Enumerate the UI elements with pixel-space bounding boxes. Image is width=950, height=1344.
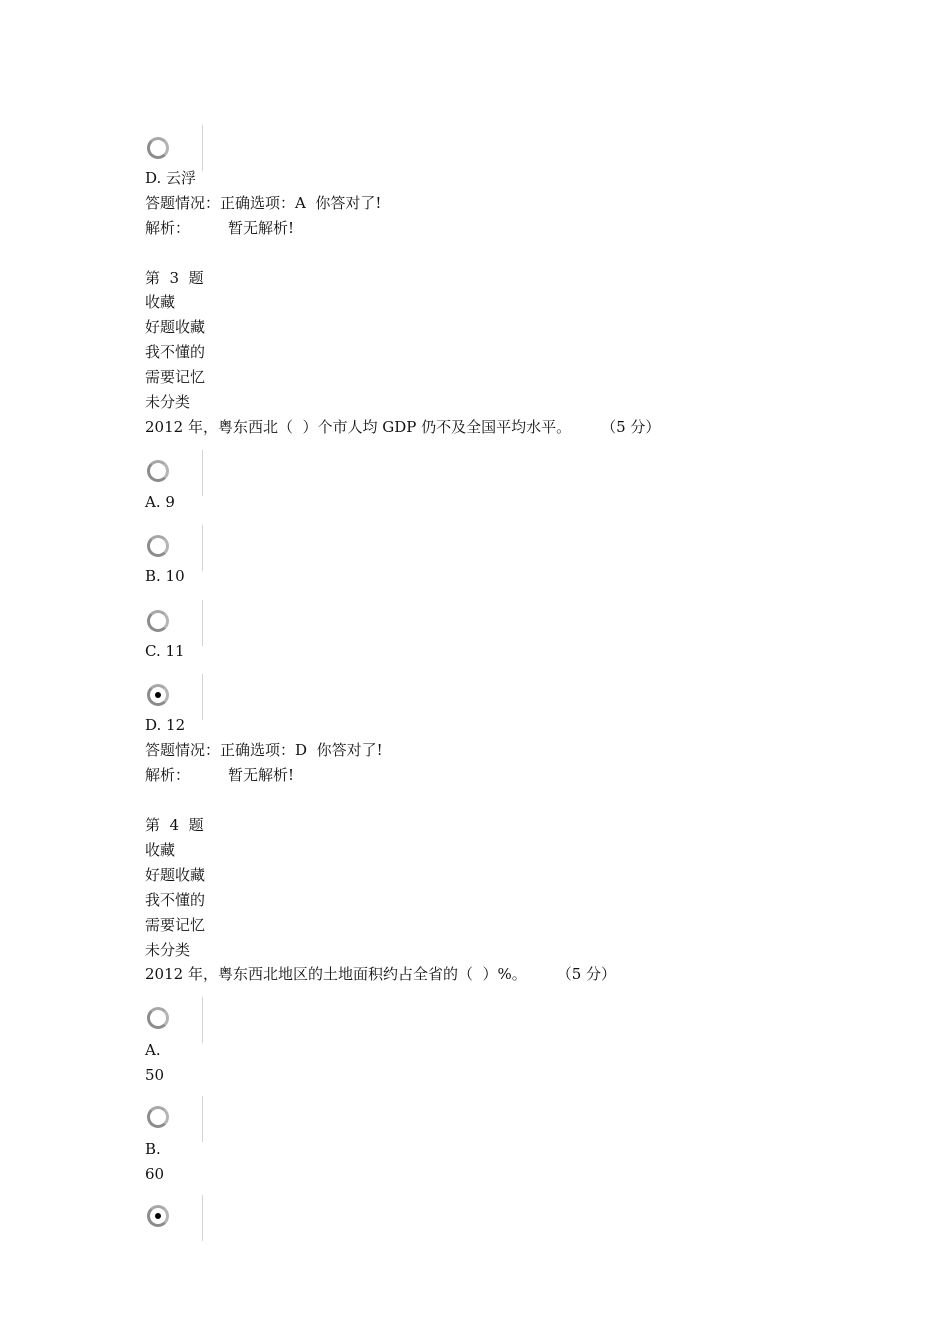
analysis-label: 解析： [145, 766, 191, 784]
favorite-link-good-question[interactable]: 好题收藏 [145, 866, 206, 884]
q3-option-c-label: C. 11 [145, 642, 185, 660]
favorite-link-good-question[interactable]: 好题收藏 [145, 318, 206, 336]
radio-checked-icon[interactable] [147, 1205, 169, 1227]
radio-checked-icon[interactable] [147, 684, 169, 706]
favorite-link-collect[interactable]: 收藏 [145, 841, 176, 859]
question-text: 2012 年，粤东西北地区的土地面积约占全省的（ ）%。 [145, 965, 527, 983]
radio-unchecked-icon[interactable] [147, 137, 169, 159]
answer-status-label: 答题情况： [145, 194, 221, 212]
divider [202, 997, 203, 1043]
radio-unchecked-icon[interactable] [147, 460, 169, 482]
question-text: 2012 年，粤东西北（ ）个市人均 GDP 仍不及全国平均水平。 [145, 418, 572, 436]
divider [202, 525, 203, 571]
question-score: （5 分） [556, 965, 617, 983]
favorite-link-uncategorized[interactable]: 未分类 [145, 393, 191, 411]
answer-status-text: 正确选项：D 你答对了! [220, 741, 383, 759]
q4-option-b-value: 60 [145, 1165, 165, 1183]
divider [202, 1195, 203, 1241]
q3-number: 第 3 题 [145, 269, 204, 287]
q4-option-b-radio-row[interactable] [145, 1096, 205, 1142]
favorite-link-uncategorized[interactable]: 未分类 [145, 941, 191, 959]
q4-number: 第 4 题 [145, 816, 204, 834]
question-score: （5 分） [601, 418, 661, 436]
favorite-link-dont-understand[interactable]: 我不懂的 [145, 891, 206, 909]
favorite-link-need-memorize[interactable]: 需要记忆 [145, 916, 206, 934]
q3-option-c-radio-row[interactable] [145, 600, 205, 646]
q4-option-a-radio-row[interactable] [145, 997, 205, 1043]
radio-unchecked-icon[interactable] [147, 1007, 169, 1029]
analysis-text: 暂无解析! [228, 219, 295, 237]
radio-unchecked-icon[interactable] [147, 535, 169, 557]
q3-answer-status [145, 740, 383, 760]
divider [202, 125, 203, 171]
q4-option-a-letter: A. [145, 1041, 161, 1059]
q3-option-b-radio-row[interactable] [145, 525, 205, 571]
q2-option-d-radio-row[interactable] [145, 125, 205, 171]
q3-question-text [145, 417, 660, 437]
q4-option-b-letter: B. [145, 1140, 161, 1158]
analysis-label: 解析： [145, 219, 191, 237]
q2-answer-status [145, 193, 381, 213]
q2-analysis [145, 218, 294, 238]
q3-option-b-label: B. 10 [145, 567, 185, 585]
q4-option-c-radio-row[interactable] [145, 1195, 205, 1241]
analysis-text: 暂无解析! [228, 766, 295, 784]
favorite-link-dont-understand[interactable]: 我不懂的 [145, 343, 206, 361]
q4-option-a-value: 50 [145, 1066, 165, 1084]
q3-analysis [145, 765, 294, 785]
radio-unchecked-icon[interactable] [147, 1106, 169, 1128]
q3-option-a-label: A. 9 [145, 493, 175, 511]
favorite-link-need-memorize[interactable]: 需要记忆 [145, 368, 206, 386]
divider [202, 600, 203, 646]
answer-status-label: 答题情况： [145, 741, 221, 759]
q3-option-d-radio-row[interactable] [145, 674, 205, 720]
q3-option-d-label: D. 12 [145, 716, 186, 734]
favorite-link-collect[interactable]: 收藏 [145, 293, 176, 311]
divider [202, 674, 203, 720]
q2-option-d-label: D. 云浮 [145, 169, 197, 187]
answer-status-text: 正确选项：A 你答对了! [220, 194, 382, 212]
divider [202, 1096, 203, 1142]
divider [202, 450, 203, 496]
radio-unchecked-icon[interactable] [147, 610, 169, 632]
q3-option-a-radio-row[interactable] [145, 450, 205, 496]
q4-question-text [145, 964, 616, 984]
